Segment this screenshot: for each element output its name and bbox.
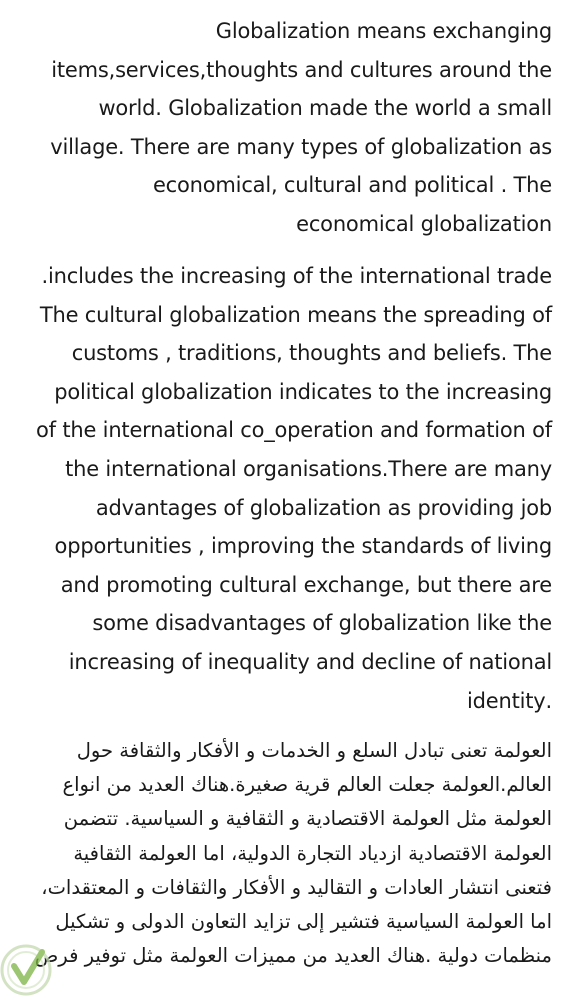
text-line: العولمة مثل العولمة الاقتصادية و الثقافية و السياسية. تتضمن (63, 807, 552, 831)
text-line: The cultural globalization means the spreading of (39, 302, 552, 327)
text-line: العولمة تعنى تبادل السلع و الخدمات و الأفكار والثقافة حول (76, 739, 552, 762)
text-line: of the international co_operation and formation of (36, 418, 552, 443)
text-line: the international organisations.There are many (65, 456, 552, 481)
arabic-paragraph (12, 734, 552, 973)
text-line: economical globalization (296, 211, 552, 236)
english-paragraph-2 (16, 257, 552, 720)
text-line: فتعنى انتشار العادات و التقاليد و الأفكار والثقافات و المعتقدات، (41, 875, 552, 899)
text-line: Globalization means exchanging (215, 19, 552, 43)
text-line: some disadvantages of globalization like the (92, 611, 552, 636)
text-line: العالم.العولمة جعلت العالم قرية صغيرة.هناك العديد من انواع (62, 773, 552, 797)
text-line: includes the increasing of the international trade. (41, 264, 552, 288)
text-line: increasing of inequality and decline of national (68, 649, 552, 674)
text-line: opportunities , improving the standards of living (54, 534, 552, 559)
text-line: .identity (466, 688, 552, 713)
english-paragraph-1 (16, 12, 552, 244)
text-line: world. Globalization made the world a small (98, 96, 552, 121)
text-line: العولمة الاقتصادية ازدياد التجارة الدولية، اما العولمة الثقافية (73, 841, 552, 865)
text-line: اما العولمة السياسية فتشير إلى تزايد التعاون الدولى و تشكيل (55, 910, 552, 934)
text-line: منظمات دولية .هناك العديد من مميزات العولمة مثل توفير فرص (34, 944, 552, 968)
checkmark-seal-logo-icon (0, 930, 62, 1000)
text-line: items,services,thoughts and cultures around the (51, 57, 552, 82)
text-line: village. There are many types of globalization as (50, 134, 552, 159)
text-line: advantages of globalization as providing job (95, 495, 552, 520)
text-line: political globalization indicates to the increasing (54, 379, 552, 404)
text-line: and promoting cultural exchange, but there are (60, 572, 552, 597)
text-line: customs , traditions, thoughts and beliefs. The (71, 341, 552, 366)
text-line: economical, cultural and political . The (152, 173, 552, 198)
